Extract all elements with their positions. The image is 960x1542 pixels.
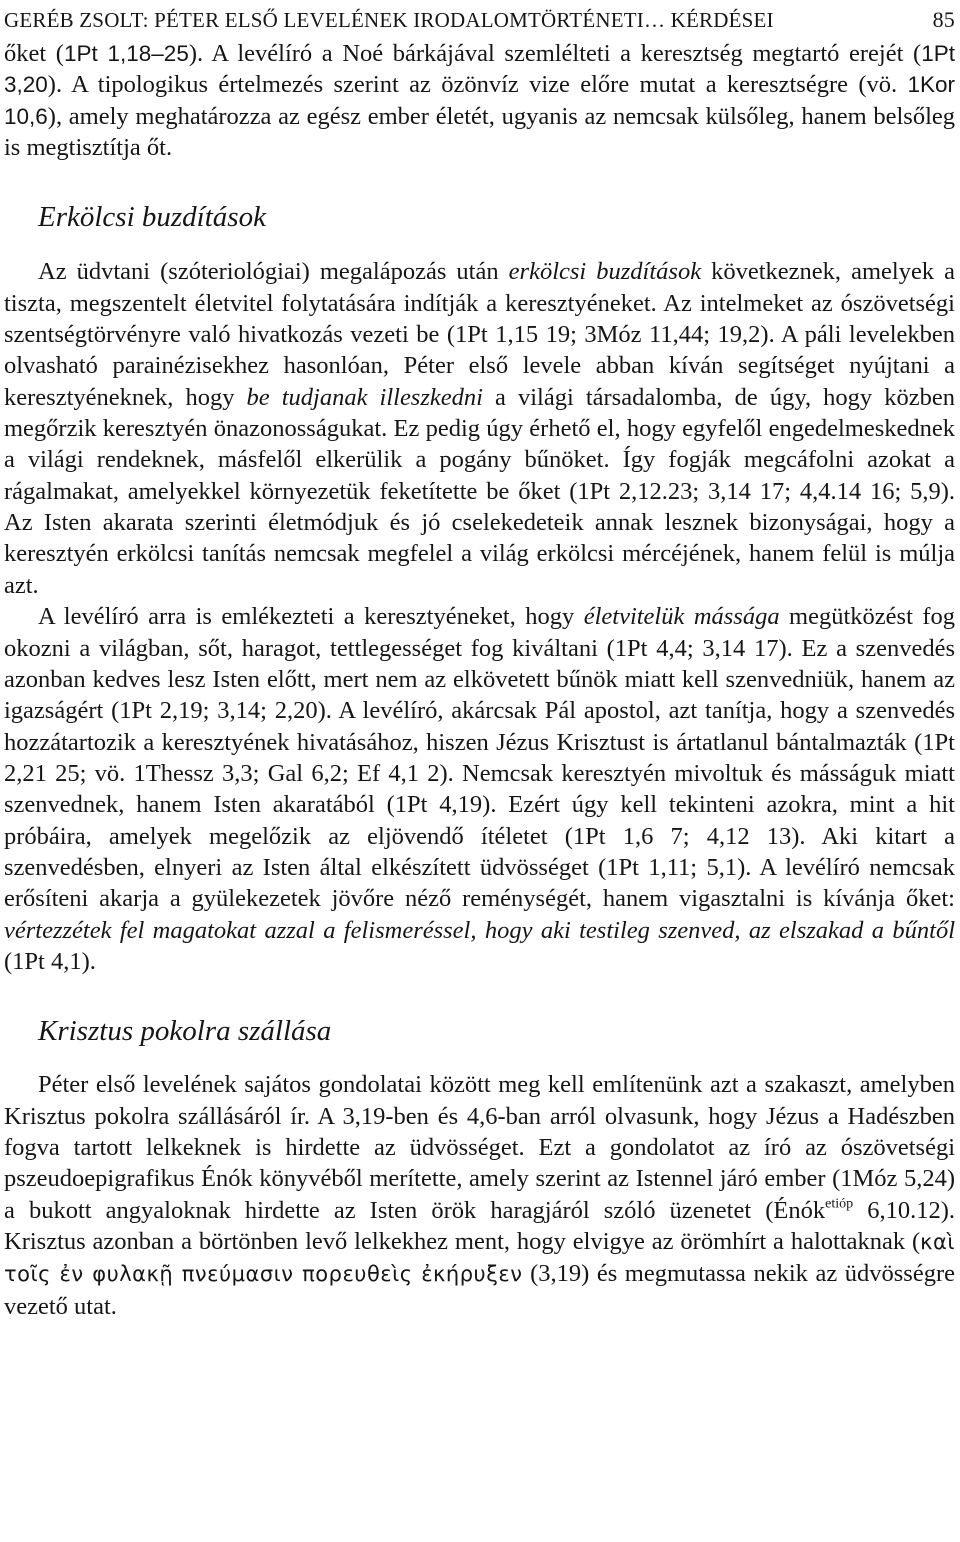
paragraph-text: A levélíró arra is emlékezteti a keresztyéneket, hogy	[38, 603, 584, 631]
page-number: 85	[932, 7, 955, 32]
intro-paragraph	[4, 38, 955, 163]
paragraph-text: a világi társadalomba, de úgy, hogy közben megőrzik keresztyén önazonosságukat. Ez pedig úgy érhető el, hogy egyfelől engedelmeskednek a világi rendeknek, másfelől elkerülik a pogány bűnöket. Így fogják megcáfolni azokat a rágalmakat, amelyekkel környezetük feketítette be őket (1Pt 2,12.23; 3,14 17; 4,4.14 16; 5,9). Az Isten akarata szerinti életmódjuk és jó cselekedeteik annak lesznek bizonyságai, hogy a keresztyén erkölcsi tanítás nemcsak megfelel a világ erkölcsi mércéjének, hanem felül is múlja azt.	[4, 383, 955, 599]
paragraph-text: Péter első levelének sajátos gondolatai között meg kell említenünk azt a szakaszt, amelyben Krisztus pokolra szállásáról ír. A 3,19-ben és 4,6-ban arról olvasunk, hogy Jézus a Hadészben fogva tartott lelkeknek is hirdette az üdvösséget. Ezt a gondolatot az író az ószövetségi pszeudoepigrafikus Énók könyvéből merítette, amely szerint az Istennel járó ember (1Móz 5,24) a bukott angyaloknak hirdette az Isten örök haragjáról szóló üzenetet (Énók	[4, 1071, 955, 1224]
section-heading-moral-exhortations: Erkölcsi buzdítások	[38, 201, 266, 234]
scripture-ref: 1Kor 10,6	[4, 72, 955, 129]
running-title: GERÉB ZSOLT: PÉTER ELSŐ LEVELÉNEK IRODALOMTÖRTÉNETI… KÉRDÉSEI	[4, 8, 774, 32]
paragraph-text: 6,10.12). Krisztus azonban a börtönben levő lelkekhez ment, hogy elvigye az örömhírt a halottaknak (	[4, 1196, 955, 1255]
emphasis-text: be tudjanak illeszkedni	[246, 383, 483, 411]
body-paragraph	[4, 1069, 955, 1322]
intro-text-3: ). A tipologikus értelmezés szerint az özönvíz vize előre mutat a keresztségre (vö.	[47, 71, 908, 99]
section-heading-descent-into-hell: Krisztus pokolra szállása	[38, 1015, 332, 1048]
intro-text-4: ), amely meghatározza az egész ember életét, ugyanis az nemcsak külsőleg, hanem belsőleg is megtisztítja őt.	[4, 102, 955, 162]
superscript: etióp	[825, 1196, 854, 1212]
intro-text-1: őket (	[4, 40, 64, 67]
intro-text-2: ). A levélíró a Noé bárkájával szemlélteti a keresztség megtartó erejét (	[188, 40, 922, 67]
scripture-ref: 1Pt 1,18–25	[63, 41, 189, 66]
emphasis-text: vértezzétek fel magatokat azzal a felismeréssel, hogy aki testileg szenved, az elszakad a bűntől	[4, 916, 955, 944]
running-header	[4, 2, 955, 38]
body-paragraph	[4, 601, 955, 977]
paragraph-text: megütközést fog okozni a világban, sőt, haragot, tettlegességet fog kiváltani (1Pt 4,4; 3,14 17). Ez a szenvedés azonban kedves lesz Isten előtt, mert nem az elkövetett bűnök miatt kell szenvedniük, hanem az igazságért (1Pt 2,19; 3,14; 2,20). A levélíró, akárcsak Pál apostol, azt tanítja, hogy a szenvedés hozzátartozik a keresztyének hivatásához, hiszen Jézus Krisztust is ártatlanul bántalmazták (1Pt 2,21 25; vö. 1Thessz 3,3; Gal 6,2; Ef 4,1 2). Nemcsak keresztyén mivoltuk és másságuk miatt szenvednek, hanem Isten akaratából (1Pt 4,19). Ezért úgy kell tekinteni azokra, mint a hit próbáira, amelyek megelőzik az eljövendő ítéletet (1Pt 1,6 7; 4,12 13). Aki kitart a szenvedésben, elnyeri az Isten által elkészített üdvösséget (1Pt 1,11; 5,1). A levélíró nemcsak erősíteni akarja a gyülekezetek jövőre néző reménységét, hanem vigasztalni is kívánja őket:	[4, 603, 955, 913]
paragraph-text: (3,19) és megmutassa nekik az üdvösségre vezető utat.	[4, 1260, 955, 1320]
scripture-ref: 1Pt 3,20	[4, 41, 955, 98]
paragraph-text: Az üdvtani (szóteriológiai) megalápozás után	[38, 258, 509, 286]
section-body-descent-into-hell	[4, 1069, 955, 1322]
greek-quotation: καὶ τοῖς ἐν φυλακῇ πνεύμασιν πορευθεὶς ἐκήρυξεν	[4, 1230, 955, 1287]
emphasis-text: erkölcsi buzdítások	[508, 258, 702, 286]
emphasis-text: életvitelük mássága	[583, 603, 780, 631]
paragraph-text: következnek, amelyek a tiszta, megszentelt életvitel folytatására indítják a keresztyéneket. Az intelmeket az ószövetségi szentségtörvényre való hivatkozás vezeti be (1Pt 1,15 19; 3Móz 11,44; 19,2). A páli levelekben olvasható parainézisekhez hasonlóan, Péter első levele abban kíván segítséget nyújtani a keresztyéneknek, hogy	[4, 258, 955, 411]
body-paragraph	[4, 256, 955, 601]
intro-paragraph-block	[4, 38, 955, 163]
paragraph-text: (1Pt 4,1).	[4, 947, 96, 975]
section-body-moral-exhortations	[4, 256, 955, 977]
